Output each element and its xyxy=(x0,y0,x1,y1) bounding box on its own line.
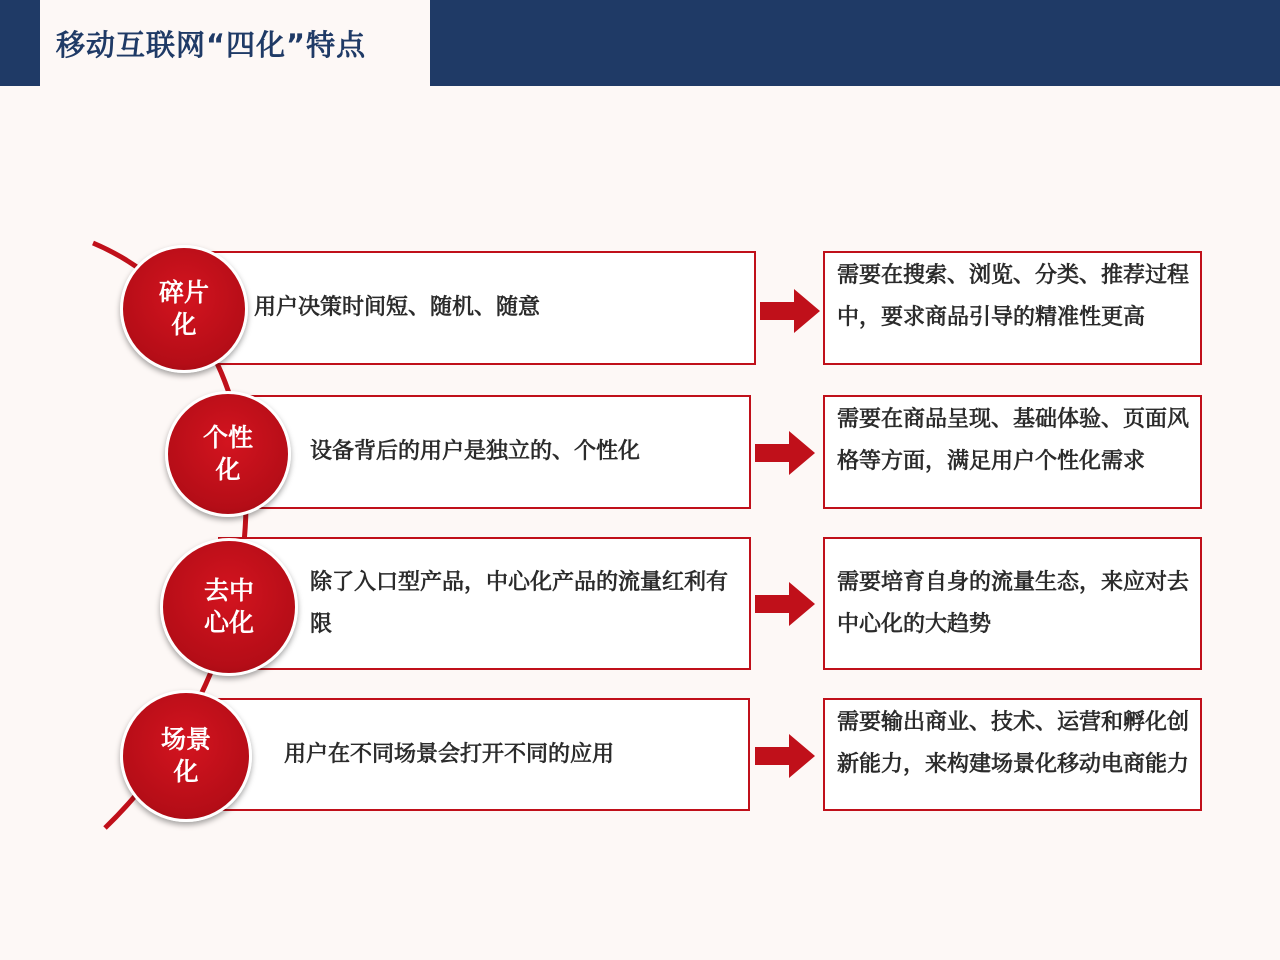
right-arrow-icon xyxy=(755,734,815,778)
requirement-box-fragmented xyxy=(823,251,1202,365)
label-text-line: 场景 xyxy=(160,725,211,754)
requirement-text: 需要输出商业、技术、运营和孵化创新能力，来构建场景化移动电商能力 xyxy=(837,710,1190,777)
requirement-text: 需要在商品呈现、基础体验、页面风格等方面，满足用户个性化需求 xyxy=(837,407,1190,474)
label-circle-personalized xyxy=(165,391,291,517)
label-circle-fragmented xyxy=(120,245,248,373)
right-arrow-icon xyxy=(755,431,815,475)
requirement-box-personalized xyxy=(823,395,1202,509)
description-text: 用户在不同场景会打开不同的应用 xyxy=(284,741,615,767)
label-text-line: 化 xyxy=(171,310,197,339)
right-arrow-icon xyxy=(760,289,820,333)
requirement-box-decentralized xyxy=(823,537,1202,670)
label-text-line: 化 xyxy=(173,757,199,786)
label-circle-decentralized xyxy=(160,538,298,676)
description-box-personalized xyxy=(212,395,751,509)
label-circle-scenario xyxy=(120,690,252,822)
page-title: 移动互联网“四化”特点 xyxy=(56,27,367,62)
label-text-line: 个性 xyxy=(202,423,253,452)
label-text-line: 心化 xyxy=(203,608,254,637)
label-text-line: 去中 xyxy=(203,576,254,605)
requirement-text: 需要在搜索、浏览、分类、推荐过程中，要求商品引导的精准性更高 xyxy=(837,263,1190,330)
right-arrow-icon xyxy=(755,582,815,626)
requirement-box-scenario xyxy=(823,698,1202,811)
label-text-line: 碎片 xyxy=(158,278,209,307)
description-text: 设备背后的用户是独立的、个性化 xyxy=(310,439,641,464)
label-text-line: 化 xyxy=(215,455,241,484)
requirement-text: 需要培育自身的流量生态，来应对去中心化的大趋势 xyxy=(837,569,1190,637)
description-text: 用户决策时间短、随机、随意 xyxy=(254,295,541,320)
description-box-scenario xyxy=(210,698,750,811)
description-text: 除了入口型产品，中心化产品的流量红利有限 xyxy=(310,569,729,637)
description-box-fragmented xyxy=(180,251,756,365)
